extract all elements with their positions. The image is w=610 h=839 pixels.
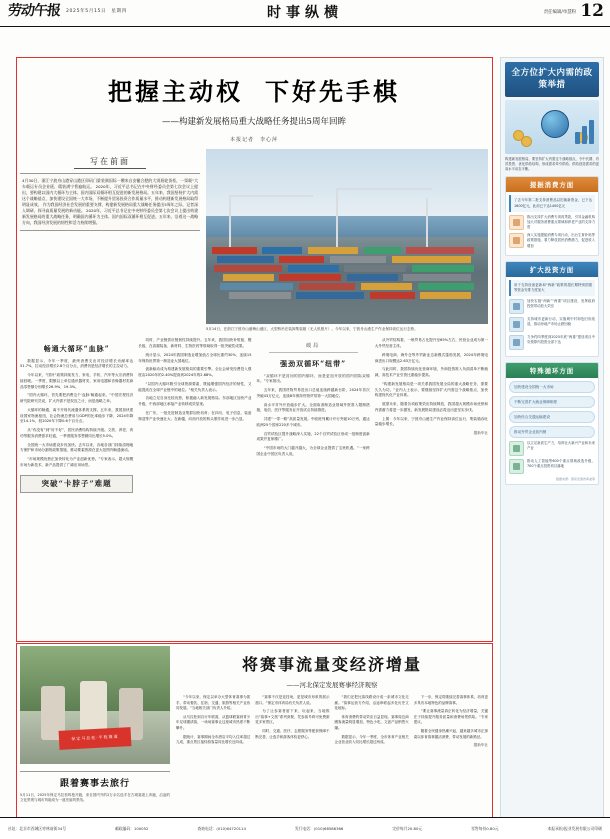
- rail-section-head: 特殊循环方面: [506, 363, 598, 378]
- rail-section-investment: [505, 261, 599, 358]
- container-yard: [206, 247, 488, 314]
- footer-price: 定价每月20.80元: [392, 825, 423, 831]
- paragraph: “今年以来，保定以举办大型体育赛事为抓手，带动餐饮、住宿、交通、旅游等相关产业协同发展。”当地相关部门负责人介绍。: [176, 695, 251, 711]
- main-subheadline: ——构建新发展格局重大战略任务提出5周年回眸: [162, 117, 346, 127]
- paragraph: “要让赛事流量真正转化为经济增量，关键在于持续提升服务质量和消费场景供给。”专家建议。: [413, 709, 488, 725]
- rail-pill: 推动外贸企业拓内销: [509, 426, 595, 438]
- bottom-subheadline: ——河北保定发展赛事经济观察: [286, 681, 378, 689]
- footer-printer: 本报承担/报业发展有限公司印刷: [547, 825, 602, 831]
- column-section-title: 畅通大循环“血脉”: [43, 344, 110, 354]
- footer-ads-phone: 发行电话：(010)68586366: [294, 825, 344, 831]
- main-byline: 本报记者 李心萍: [229, 137, 278, 143]
- article-column: [138, 338, 251, 496]
- gantry-crane: [229, 195, 314, 197]
- rail-section-head: 扩大投资方面: [506, 262, 598, 277]
- article-sign: 据新华社: [473, 431, 488, 436]
- gantry-crane: [229, 195, 231, 248]
- headline-part-1: 把握主动权: [108, 77, 243, 106]
- article-columns: [20, 338, 488, 496]
- gear-icon: [509, 441, 524, 456]
- rail-hero-note: 构建新发展格局，要坚持扩大内需这个战略基点，令中长期、有效投资、优化供给结构，形成需求牵引供给、供给创造需求的更高水平动态平衡。: [505, 156, 599, 171]
- section-title: 时事纵横: [267, 5, 343, 21]
- rail-section-head: 提振消费方面: [506, 177, 598, 192]
- race-banner: 保定马拉松·半程赛道: [59, 727, 132, 750]
- photo-caption: 5月14日，在浙江宁波舟山港梅山港区，大型桥吊在装卸集装箱（无人机照片）。今年以来，宁波舟山港生产作业保持高位运行态势。: [206, 327, 418, 331]
- article-column: [375, 338, 488, 496]
- bottom-text-block: [176, 646, 488, 834]
- paragraph: 从马拉松到自行车联赛，从篮球联赛到青少年足球邀请赛，一场场赛事让这座城市热度不断攀升。: [176, 714, 251, 730]
- footer-postcode: 邮政编码：100052: [114, 825, 149, 831]
- bar-chart-icon: [589, 120, 594, 144]
- paragraph: 从“有没有”到“好不好”，居民消费结构持续升级。文旅、养老、育幼等服务消费需求旺盛，一季度服务零售额同比增长5.0%。: [20, 428, 134, 438]
- intro-label: 写在前面: [74, 156, 146, 169]
- rail-item: [509, 335, 595, 350]
- paragraph: 五年来，我国货物贸易进出口总值连续跨越新台阶，2024年首次突破43万亿元，连续8年保持货物贸易第一大国地位。: [256, 388, 370, 398]
- gantry-crane: [336, 188, 432, 190]
- paragraph: 在广东，一批先进制造业集群加快培育；在四川，电子信息、装备制造等产业快速壮大；在新疆，向西开放的桥头堡作用进一步凸显。: [138, 410, 252, 421]
- bottom-column: [335, 695, 409, 749]
- rail-pill: 加快建设全国统一大市场: [509, 381, 595, 393]
- bottom-photo-block: [20, 646, 170, 834]
- rail-item: [509, 215, 595, 230]
- inset-title: 突破“卡脖子”难题: [20, 475, 133, 493]
- page-number: 12: [580, 1, 604, 21]
- paragraph: 创新驱动成为构建新发展格局的重要引擎。全社会研发经费投入强度由2020年的2.40%提高到2024年的2.68%。: [138, 367, 252, 378]
- paragraph: 为了让参赛者留下来、玩起来，当地推出“赛事+文旅”系列套餐，凭参赛号码可免费游览多家景区。: [255, 709, 330, 725]
- shopping-cart-icon: [509, 215, 524, 230]
- marathon-photo: [20, 646, 170, 764]
- rail-item-text: 力争约四季度到2025年底“两重”建设项目中央预算内投资全部下达: [527, 335, 595, 345]
- paragraph: “市场规模优势正加快转化为产业创新优势。”专家表示，超大规模市场为新技术、新产品提供了广阔应用场景。: [20, 457, 134, 467]
- article-column: [20, 338, 133, 496]
- rail-item: [509, 317, 595, 332]
- paragraph: 据统计，赛事期间全市酒店平均入住率超过九成，重点景区接待游客量同比增长近四成。: [176, 734, 251, 745]
- gantry-crane: [426, 198, 428, 247]
- rail-section-consumption: [505, 176, 599, 255]
- main-headline: [20, 72, 488, 107]
- paragraph: 数据显示，今年一季度，最终消费支出对经济增长贡献率达51.7%，拉动经济增长2.8个百分点，消费仍是经济增长的主拉动力。: [20, 358, 134, 369]
- paragraph: 展望未来，随着各项政策效应持续释放，我国超大规模市场优势和内需潜力将进一步激发，新发展格局建设必将迈出更坚实步伐。: [374, 402, 488, 412]
- paragraph: 大循环的畅通，离不开现代流通体系的支撑。五年来，我国加快建设国家物流枢纽，社会物流总费用与GDP的比率稳步下降，2024年降至14.1%，较2020年下降0.6个百分点。: [20, 407, 134, 424]
- lead-block: [20, 149, 488, 332]
- paragraph: 与此同时，我国持续优化营商环境，外商投资准入负面清单不断缩减，高技术产业引资比重稳步提高。: [374, 367, 488, 378]
- rail-item: [509, 233, 595, 248]
- bottom-article: [20, 646, 488, 834]
- paragraph: 今年以来，“国补”政策持续发力，家电、手机、汽车等大宗消费持续回暖。一季度，限额以上单位通讯器材类、家用电器和音像器材类商品零售额分别增长26.9%、19.3%。: [20, 373, 134, 389]
- logo-text: 劳动午报: [7, 3, 61, 19]
- paragraph: 共建“一带一路”高质量发展。中欧班列累计开行突破10万列，通达欧洲25个国家220多个城市。: [256, 417, 370, 427]
- rail-highlight: 了去今年第二批支持消费品以旧换新资金，已下达1600亿元，此前已下达1400亿元: [509, 195, 595, 212]
- bar-chart-icon: [582, 126, 587, 144]
- paragraph: “双循环不是封闭的国内循环，而是更加开放的国内国际双循环。”专家指出。: [256, 373, 370, 384]
- factory-icon: [509, 299, 524, 314]
- bottom-column: [176, 695, 250, 749]
- footer-retail-price: 零售每份0.80元: [471, 825, 499, 831]
- photo-block: [206, 149, 488, 332]
- rail-hero-illustration: [505, 100, 599, 154]
- rail-pill: 不断完善扩大就业保障制度: [509, 396, 595, 408]
- port-photo: [206, 149, 488, 324]
- paragraph: 全国统一大市场建设步伐加快。去年以来，各地各部门持续清理地方保护和市场分割的政策措施，推动要素资源在更大范围内畅通流动。: [20, 442, 134, 453]
- rail-item-text: 以立足新质生产力，培育壮大新兴产业和未来产业: [527, 441, 595, 451]
- bottom-column: [255, 695, 329, 749]
- rail-title: 全方位扩大内需的政策举措: [505, 62, 599, 97]
- page-content: [0, 27, 610, 813]
- people-icon: [509, 233, 524, 248]
- column-section-kicker: 破局: [269, 342, 358, 353]
- paragraph: 自贸试验区提升战略深入实施，22个自贸试验区形成一批制度创新成果并复制推广。: [256, 431, 370, 442]
- rail-section-circulation: [505, 362, 599, 485]
- rail-item: [509, 441, 595, 456]
- footer-address: 社址：北京市西城区枣林前街34号: [8, 825, 66, 831]
- bottom-headline: 将赛事流量变经济增量: [241, 655, 422, 674]
- article-column: [257, 338, 370, 496]
- globe-icon: [541, 110, 569, 138]
- editor-credit: 责任编辑/单慧粉: [543, 10, 576, 15]
- paragraph: 各地立足自身比较优势，积极融入新发展格局。东部地区加快产业升级，中西部地区承接产业转移成效显现。: [138, 396, 252, 407]
- paragraph: 高水平对外开放稳步扩大。全面取消制造业领域外资准入限制措施，电信、医疗等服务业开放试点持续推进。: [256, 402, 370, 413]
- paragraph: 同时，产业链供应链韧性持续提升。五年来，我国加快补短板、锻长板，在高端装备、新材料、生物医药等领域取得一批突破性成果。: [138, 338, 252, 349]
- rail-pill: 加快综合交通运输建设: [509, 411, 595, 423]
- issue-date: 2025年5月15日 星期四: [66, 9, 128, 14]
- intro-column: [20, 149, 200, 332]
- headline-part-2: 下好先手棋: [265, 77, 400, 106]
- rail-source-note: 数据来源：国家发展改革委等: [555, 477, 595, 482]
- rail-item: [509, 459, 595, 474]
- paragraph: “中国市场的大门越开越大，为全球企业提供了宝贵机遇。”一家跨国企业中国区负责人说。: [256, 446, 370, 456]
- bar-chart-icon: [575, 132, 580, 144]
- masthead: [0, 0, 610, 27]
- paragraph: “构建新发展格局是一项关系我国发展全局的重大战略任务，需要久久为功。”业内人士表示，要继续坚持扩大内需这个战略基点，加快构建现代化产业体系。: [374, 381, 488, 398]
- footer-office-phone: 查询电话：(010)64720114: [197, 825, 246, 831]
- bottom-photo-title: 跟着赛事去旅行: [20, 771, 170, 789]
- rail-item-text: 加快实施“两新”“两重”项目建设，发挥政府投资带动放大效应: [527, 299, 595, 309]
- paragraph: “我们还把比赛线路设计成一条城市文化走廊。”赛事运营方介绍，沿途串联起多处历史文化地标。: [334, 695, 409, 711]
- rail-item-text: 支持城市更新行动，实施城中村和危旧房改造，推动房地产市场止跌回稳: [527, 317, 595, 327]
- paragraph: 跨境电商、海外仓等外贸新业态新模式蓬勃发展，2024年跨境电商进出口规模达2.63万亿元。: [374, 352, 488, 363]
- rail-item-text: 推动人工智能等600个重点领域改造升级，700个重点投资项目落地: [527, 459, 595, 469]
- paragraph: 随着全民健身热潮兴起，越来越多城市正探索以体育赛事激活消费、带动发展的新路径。: [413, 728, 488, 739]
- bottom-columns: [176, 695, 488, 749]
- infographic-rail: [500, 57, 604, 837]
- cpu-icon: [509, 459, 524, 474]
- paragraph: 体育消费的带动效应日益显现。赛事周边商圈客流量明显增加，特色小吃、文创产品销售火爆。: [334, 714, 409, 730]
- intro-text: 4月30日，浙江宁波舟山港穿山港区卯码门梁装满国际一艘来自安徽合肥的大别班轮货柜，一票载“大车载运专员企业班，精装满宁普遍航运。 2020年，习近平总书记在中央财经委员会第七次会议上提出，要构建以国内大循环为主体、国内国际双循环相互促进的新发展格局。五年来，我国坚持扩大内需这个战略基点，加快建设全国统一大市场，不断提升贸易投资合作质量水平，推动构建新发展格局取得明显成效。 作为我国经济社会发展的重要支撑，构建新发展格局重大战略任务提出5周年之际，记者深入调研，探寻高质量发展的新动能。 2020年，习近平总书记在中央财经委员会第七次会议上提出构建新发展格局的重大战略任务，明确国内循环为主体、国内国际双循环相互促进。五年来，沿着这一战略方向，我国经济发展的韧性和活力持续增强。: [20, 173, 200, 231]
- paragraph: 同时，交通、医疗、志愿服务等配套保障不断完善，让选手和游客体验更舒心。: [255, 728, 330, 739]
- main-article: [20, 60, 488, 637]
- rail-item-text: 深入实施提振消费专项行动，出台生育补贴等政策措施，着力释放居民消费潜力，促进收入增加: [527, 233, 595, 248]
- chart-up-icon: [509, 335, 524, 350]
- newspaper-logo: [7, 0, 61, 20]
- article-sign: 据新华社: [473, 743, 488, 748]
- rail-item: [509, 299, 595, 314]
- coin-icon: [521, 136, 532, 147]
- paragraph: 上图：今年以来，宁波舟山港生产作业保持高位运行，集装箱吞吐量稳步增长。: [374, 416, 488, 427]
- paragraph: 数据显示，今年一季度，全市体育产业相关企业营业收入同比增长超过两成。: [334, 734, 409, 745]
- paragraph: 从外贸结构看，一般贸易占比提升至65%左右，民营企业成为第一大外贸经营主体。: [374, 338, 488, 349]
- column-section-title: 强劲双循环“纽带”: [280, 359, 347, 369]
- paragraph: 下一步，保定将继续完善赛事体系，培育更多具有本地特色的品牌赛事。: [413, 695, 488, 705]
- bottom-photo-caption: 5月11日，2025年保定马拉松鸣枪开跑，来自国内外的2万余名选手在古城赛道上奔跑，沿途的文化景观与城市风貌成为一道亮丽风景线。: [20, 793, 170, 803]
- page-footer: [0, 817, 610, 839]
- paragraph: “赛事不仅是竞技场，更是城市形象的展示窗口。”保定市体育局有关负责人说。: [255, 695, 330, 705]
- paragraph: 统计显示，2024年我国制造业增加值占全球比重约30%，连续15年保持世界第一制造业大国地位。: [138, 352, 252, 363]
- bottom-column: [414, 695, 488, 749]
- rail-highlight: 用于支持设备更新和“两新”政策的超长期特别国债等资金安排力度加大: [509, 280, 595, 297]
- paragraph: “以国内大循环吸引全球资源要素，既能增强国内经济的韧性，又能提高在全球产业链中的地位。”相关负责人表示。: [138, 381, 252, 392]
- building-icon: [509, 317, 524, 332]
- paragraph: “国内大循环，首先要把消费这个‘血脉’畅通起来。”中国宏观经济研究院研究员说，扩大内需不是权宜之计，而是战略之举。: [20, 393, 134, 404]
- rail-item-text: 推出支持扩大消费专项再贷款，引导金融机构加大对服务消费重点领域和养老产业的支持力度: [527, 214, 595, 230]
- gantry-crane: [336, 188, 338, 248]
